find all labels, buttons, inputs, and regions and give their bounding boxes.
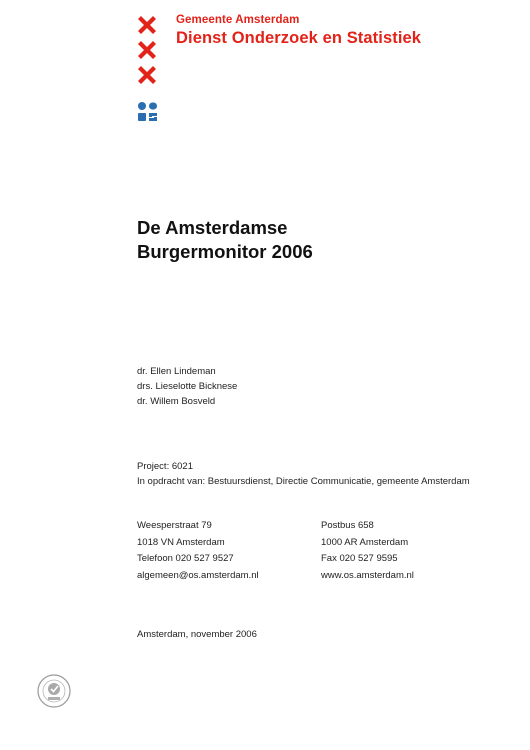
visiting-address [137, 518, 259, 584]
email-link[interactable]: algemeen@os.amsterdam.nl [137, 569, 259, 581]
author: dr. Ellen Lindeman [137, 366, 216, 377]
project-info [137, 459, 470, 489]
po-postal-city: 1000 AR Amsterdam [321, 536, 409, 548]
project-client: In opdracht van: Bestuursdienst, Directie Communicatie, gemeente Amsterdam [137, 476, 470, 487]
document-title [137, 216, 313, 264]
postal-city: 1018 VN Amsterdam [137, 536, 225, 548]
sgs-certification-icon [36, 673, 72, 709]
po-box: Postbus 658 [321, 520, 374, 531]
title-line-1: De Amsterdamse [137, 217, 288, 238]
os-logo-icon [137, 101, 159, 123]
street: Weesperstraat 79 [137, 520, 212, 531]
fax: Fax 020 527 9595 [321, 553, 398, 564]
org-name-small: Gemeente Amsterdam [176, 14, 300, 26]
author: dr. Willem Bosveld [137, 396, 216, 407]
authors-list [137, 364, 237, 409]
place-date: Amsterdam, november 2006 [137, 629, 257, 640]
website-link[interactable]: www.os.amsterdam.nl [321, 569, 414, 581]
x-cross-icon [136, 64, 158, 86]
project-number: Project: 6021 [137, 461, 193, 472]
x-cross-icon [136, 39, 158, 61]
phone: Telefoon 020 527 9527 [137, 553, 234, 564]
amsterdam-xxx-icon [136, 14, 160, 89]
title-line-2: Burgermonitor 2006 [137, 241, 313, 262]
org-name-department: Dienst Onderzoek en Statistiek [176, 29, 422, 47]
postal-address [321, 518, 414, 584]
x-cross-icon [136, 14, 158, 36]
author: drs. Lieselotte Bicknese [137, 381, 238, 392]
